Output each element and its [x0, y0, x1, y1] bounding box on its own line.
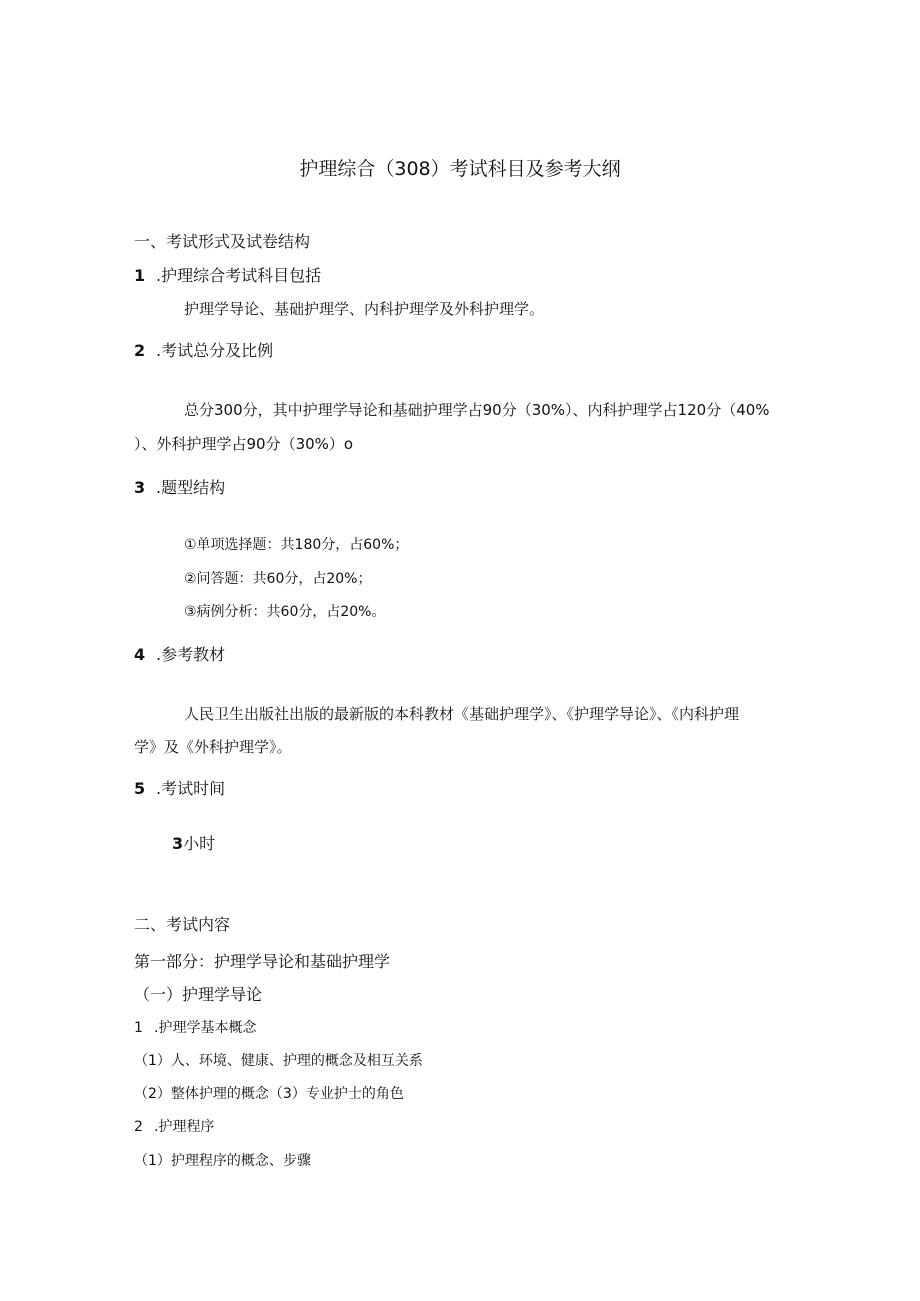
item-2-heading	[134, 343, 273, 359]
item-number: 1	[134, 1020, 143, 1036]
item-label: .护理学基本概念	[154, 1020, 257, 1036]
item-number: 2	[134, 341, 146, 360]
item-number: 3	[134, 478, 146, 497]
item-label: .题型结构	[156, 478, 226, 497]
subjects-text: 护理学导论、基础护理学、内科护理学及外科护理学。	[184, 300, 545, 318]
content-line-1: （1）人、环境、健康、护理的概念及相互关系	[134, 1053, 423, 1069]
content-item-2	[134, 1120, 214, 1134]
document-title: 护理综合（308）考试科目及参考大纲	[299, 158, 621, 180]
content-item-1	[134, 1021, 256, 1035]
item-label: .考试总分及比例	[156, 341, 274, 360]
question-type-3: ③病例分析：共60分，占20%。	[184, 604, 386, 620]
item-1-heading	[134, 268, 321, 284]
exam-time-unit: 小时	[183, 834, 216, 853]
subsection-1-heading: （一）护理学导论	[134, 985, 263, 1004]
score-text-line-2: ）、外科护理学占90分（30%）o	[134, 435, 354, 453]
item-3-heading	[134, 480, 225, 496]
textbooks-line-1: 人民卫生出版社出版的最新版的本科教材《基础护理学》、《护理学导论》、《内科护理	[184, 705, 740, 723]
question-type-1: ①单项选择题：共180分，占60%；	[184, 537, 409, 553]
item-number: 1	[134, 266, 146, 285]
item-number: 5	[134, 779, 146, 798]
textbooks-line-2: 学》及《外科护理学》。	[134, 738, 292, 756]
section-2-heading: 二、考试内容	[134, 915, 231, 934]
item-4-heading	[134, 647, 225, 663]
item-number: 2	[134, 1119, 143, 1135]
item-label: .参考教材	[156, 645, 226, 664]
item-label: .考试时间	[156, 779, 226, 798]
content-line-2: （2）整体护理的概念（3）专业护士的角色	[134, 1086, 404, 1102]
section-1-heading: 一、考试形式及试卷结构	[134, 232, 311, 251]
part-1-heading: 第一部分：护理学导论和基础护理学	[134, 952, 391, 971]
exam-time	[172, 836, 215, 852]
item-5-heading	[134, 781, 225, 797]
exam-time-number: 3	[172, 834, 184, 853]
question-type-2: ②问答题：共60分，占20%；	[184, 571, 372, 587]
item-label: .护理综合考试科目包括	[156, 266, 322, 285]
item-number: 4	[134, 645, 146, 664]
content-line-3: （1）护理程序的概念、步骤	[134, 1153, 311, 1169]
item-label: .护理程序	[154, 1119, 215, 1135]
score-text-line-1: 总分300分，其中护理学导论和基础护理学占90分（30%）、内科护理学占120分（40%	[184, 401, 770, 419]
